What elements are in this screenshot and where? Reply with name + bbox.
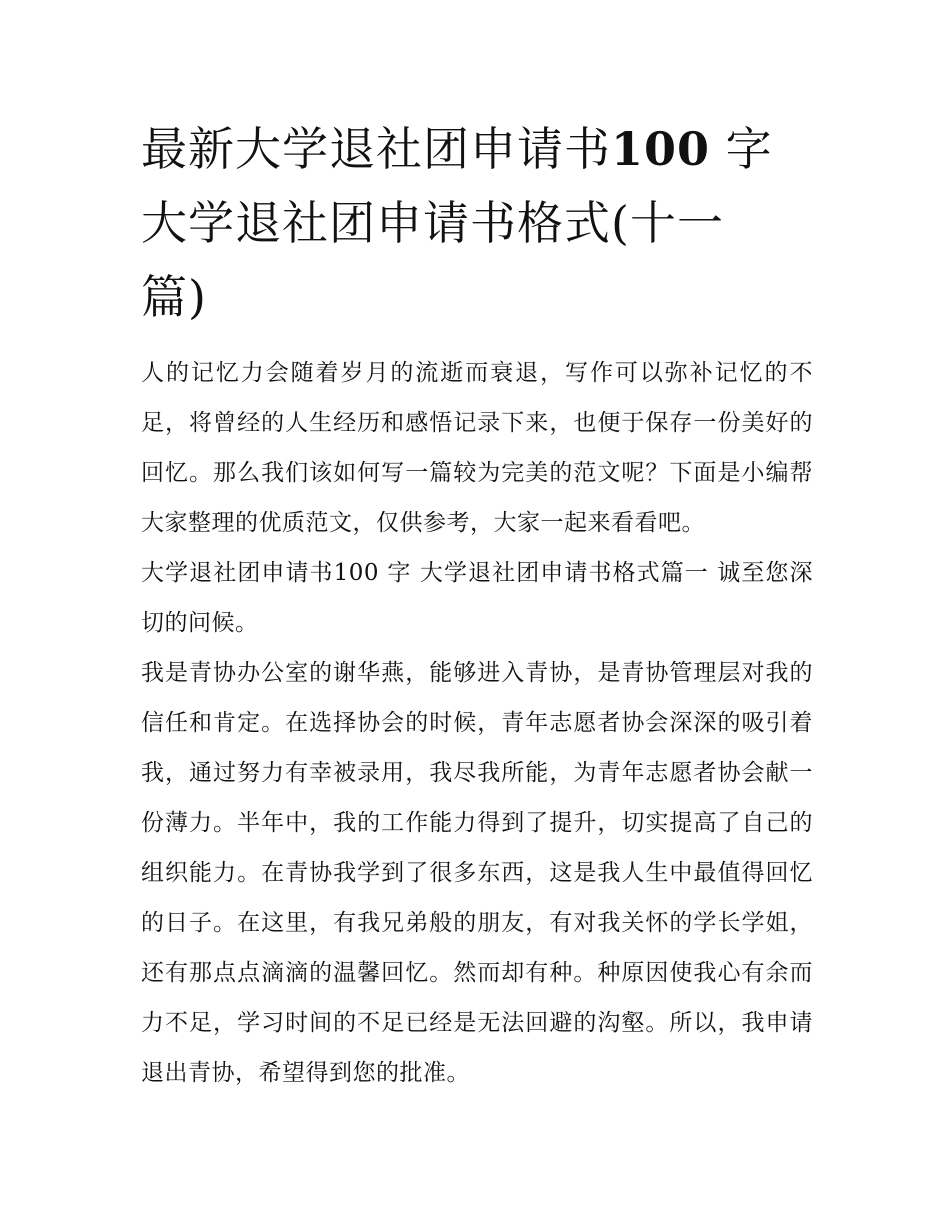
intro-paragraph: 人的记忆力会随着岁月的流逝而衰退，写作可以弥补记忆的不足，将曾经的人生经历和感悟记录下来，也便于保存一份美好的回忆。那么我们该如何写一篇较为完美的范文呢？下面是小编帮大家整理的优质范文，仅供参考，大家一起来看看吧。 [141,360,813,536]
title-text-1c: 字 [710,122,773,176]
document-title [141,112,813,334]
title-line-1 [141,122,773,176]
document-page [141,112,813,1098]
title-line-2: 大学退社团申请书格式(十一 [141,196,724,250]
title-text-1a: 最新大学退社团申请书 [141,122,611,176]
body-paragraph: 我是青协办公室的谢华燕，能够进入青协，是青协管理层对我的信任和肯定。在选择协会的时候，青年志愿者协会深深的吸引着我，通过努力有幸被录用，我尽我所能，为青年志愿者协会献一份薄力。半年中，我的工作能力得到了提升，切实提高了自己的组织能力。在青协我学到了很多东西，这是我人生中最值得回忆的日子。在这里，有我兄弟般的朋友，有对我关怀的学长学姐，还有那点点滴滴的温馨回忆。然而却有种。种原因使我心有余而力不足，学习时间的不足已经是无法回避的沟壑。所以，我申请退出青协，希望得到您的批准。 [141,660,813,1086]
section-heading-paragraph: 大学退社团申请书100 字 大学退社团申请书格式篇一 诚至您深切的问候。 [141,560,813,636]
title-line-3: 篇) [141,270,207,324]
title-number: 100 [611,122,711,176]
